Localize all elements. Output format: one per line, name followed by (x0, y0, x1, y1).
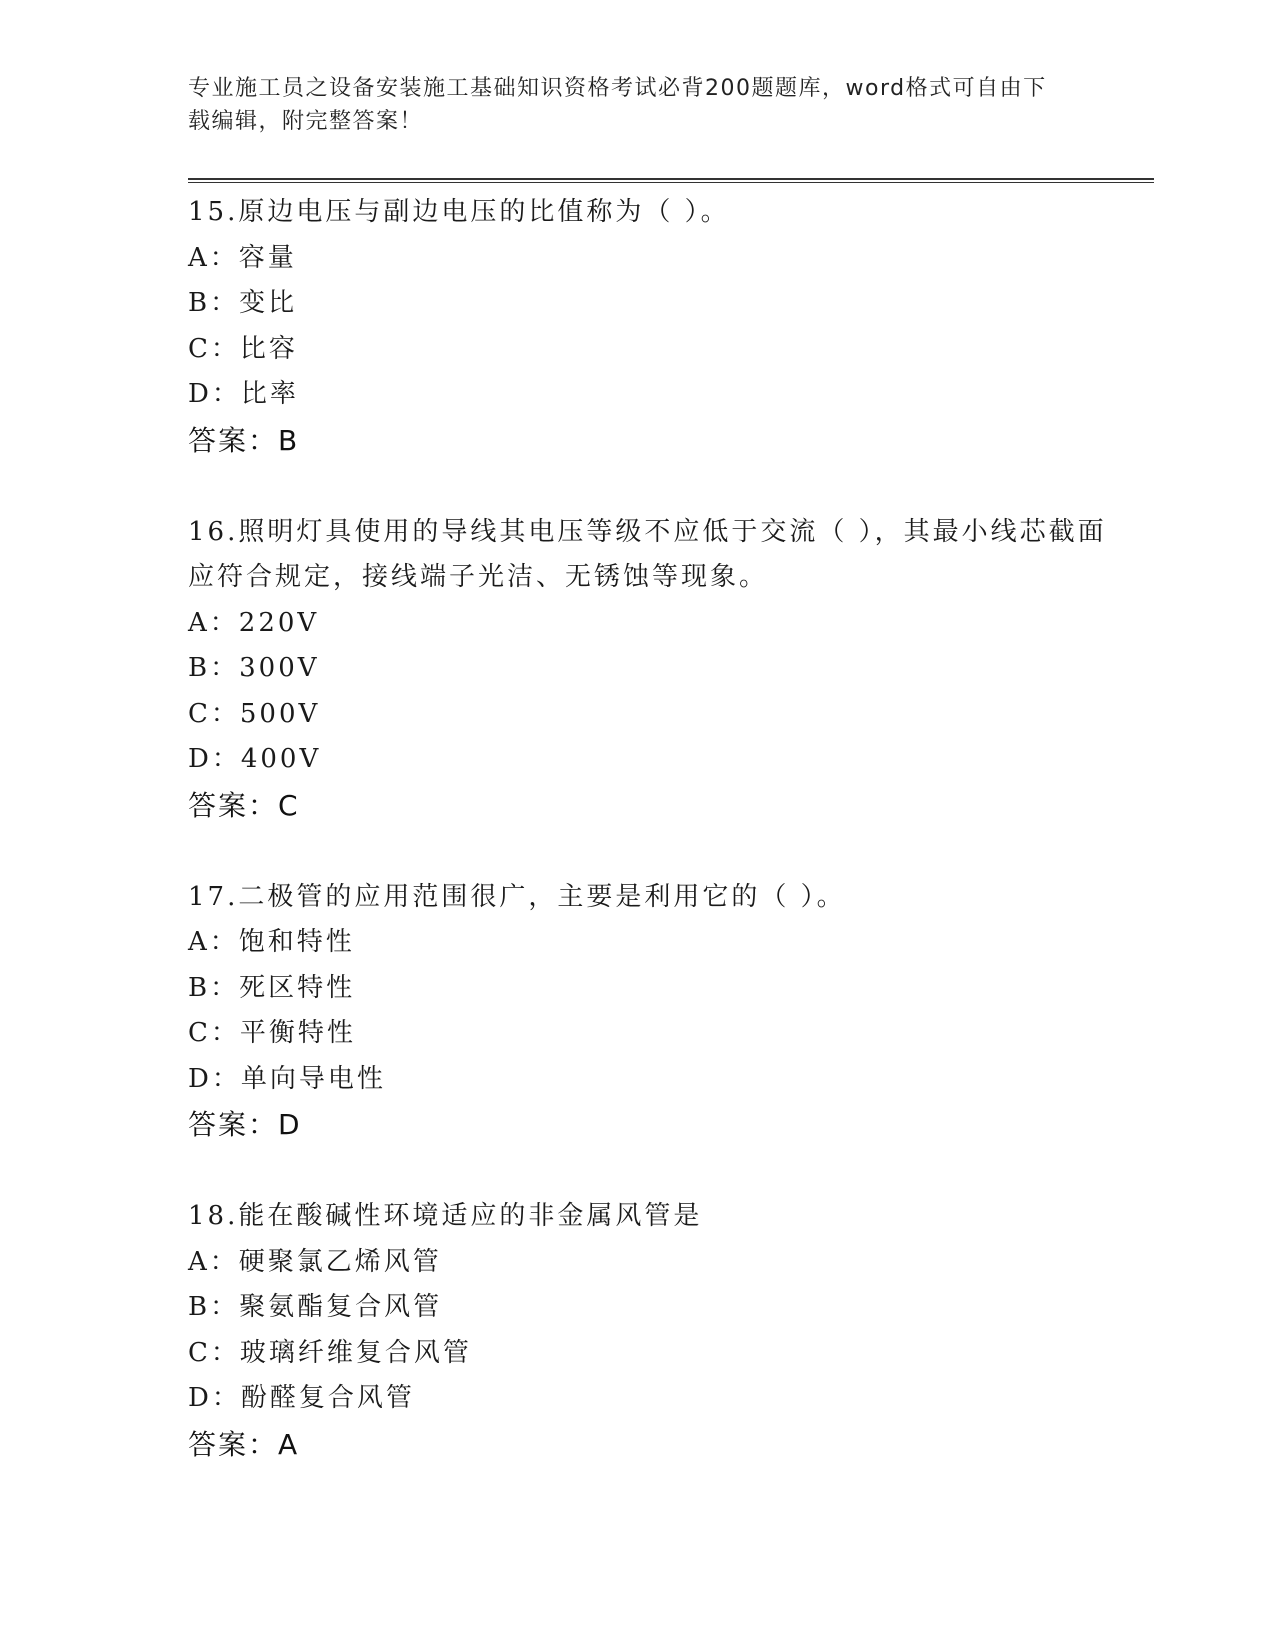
option-b: B：300V (188, 653, 320, 683)
question-16 (188, 510, 1118, 829)
option-c: C：比容 (188, 333, 298, 364)
header-divider (188, 178, 1154, 183)
option-a: A：容量 (188, 242, 297, 273)
question-text: 17.二极管的应用范围很广，主要是利用它的（ ）。 (188, 881, 846, 912)
option-d: D：比率 (188, 379, 299, 409)
question-list (188, 190, 1118, 1514)
option-d: D：酚醛复合风管 (188, 1383, 415, 1413)
question-18 (188, 1194, 1118, 1468)
option-d: D：单向导电性 (188, 1063, 386, 1094)
question-15 (188, 190, 1118, 464)
option-b: B：变比 (188, 288, 298, 318)
document-header: 专业施工员之设备安装施工基础知识资格考试必背200题题库，word格式可自由下载编辑，附完整答案！ (188, 76, 1047, 134)
answer: 答案：B (188, 423, 300, 457)
option-a: A：硬聚氯乙烯风管 (188, 1246, 442, 1277)
question-text: 16.照明灯具使用的导线其电压等级不应低于交流（ ），其最小线芯截面应符合规定，接线端子光洁、无锈蚀等现象。 (188, 516, 1107, 592)
answer: 答案：C (188, 788, 300, 822)
answer: 答案：A (188, 1427, 300, 1461)
option-c: C：500V (188, 698, 321, 729)
answer: 答案：D (188, 1108, 302, 1141)
option-a: A：饱和特性 (188, 927, 355, 957)
option-c: C：平衡特性 (188, 1018, 356, 1048)
option-c: C：玻璃纤维复合风管 (188, 1337, 472, 1368)
question-text: 18.能在酸碱性环境适应的非金属风管是 (188, 1201, 703, 1231)
question-17 (188, 875, 1118, 1149)
option-b: B：死区特性 (188, 972, 356, 1003)
option-b: B：聚氨酯复合风管 (188, 1292, 443, 1322)
option-a: A：220V (188, 607, 320, 638)
question-text: 15.原边电压与副边电压的比值称为（ ）。 (188, 197, 730, 227)
option-d: D：400V (188, 744, 322, 774)
